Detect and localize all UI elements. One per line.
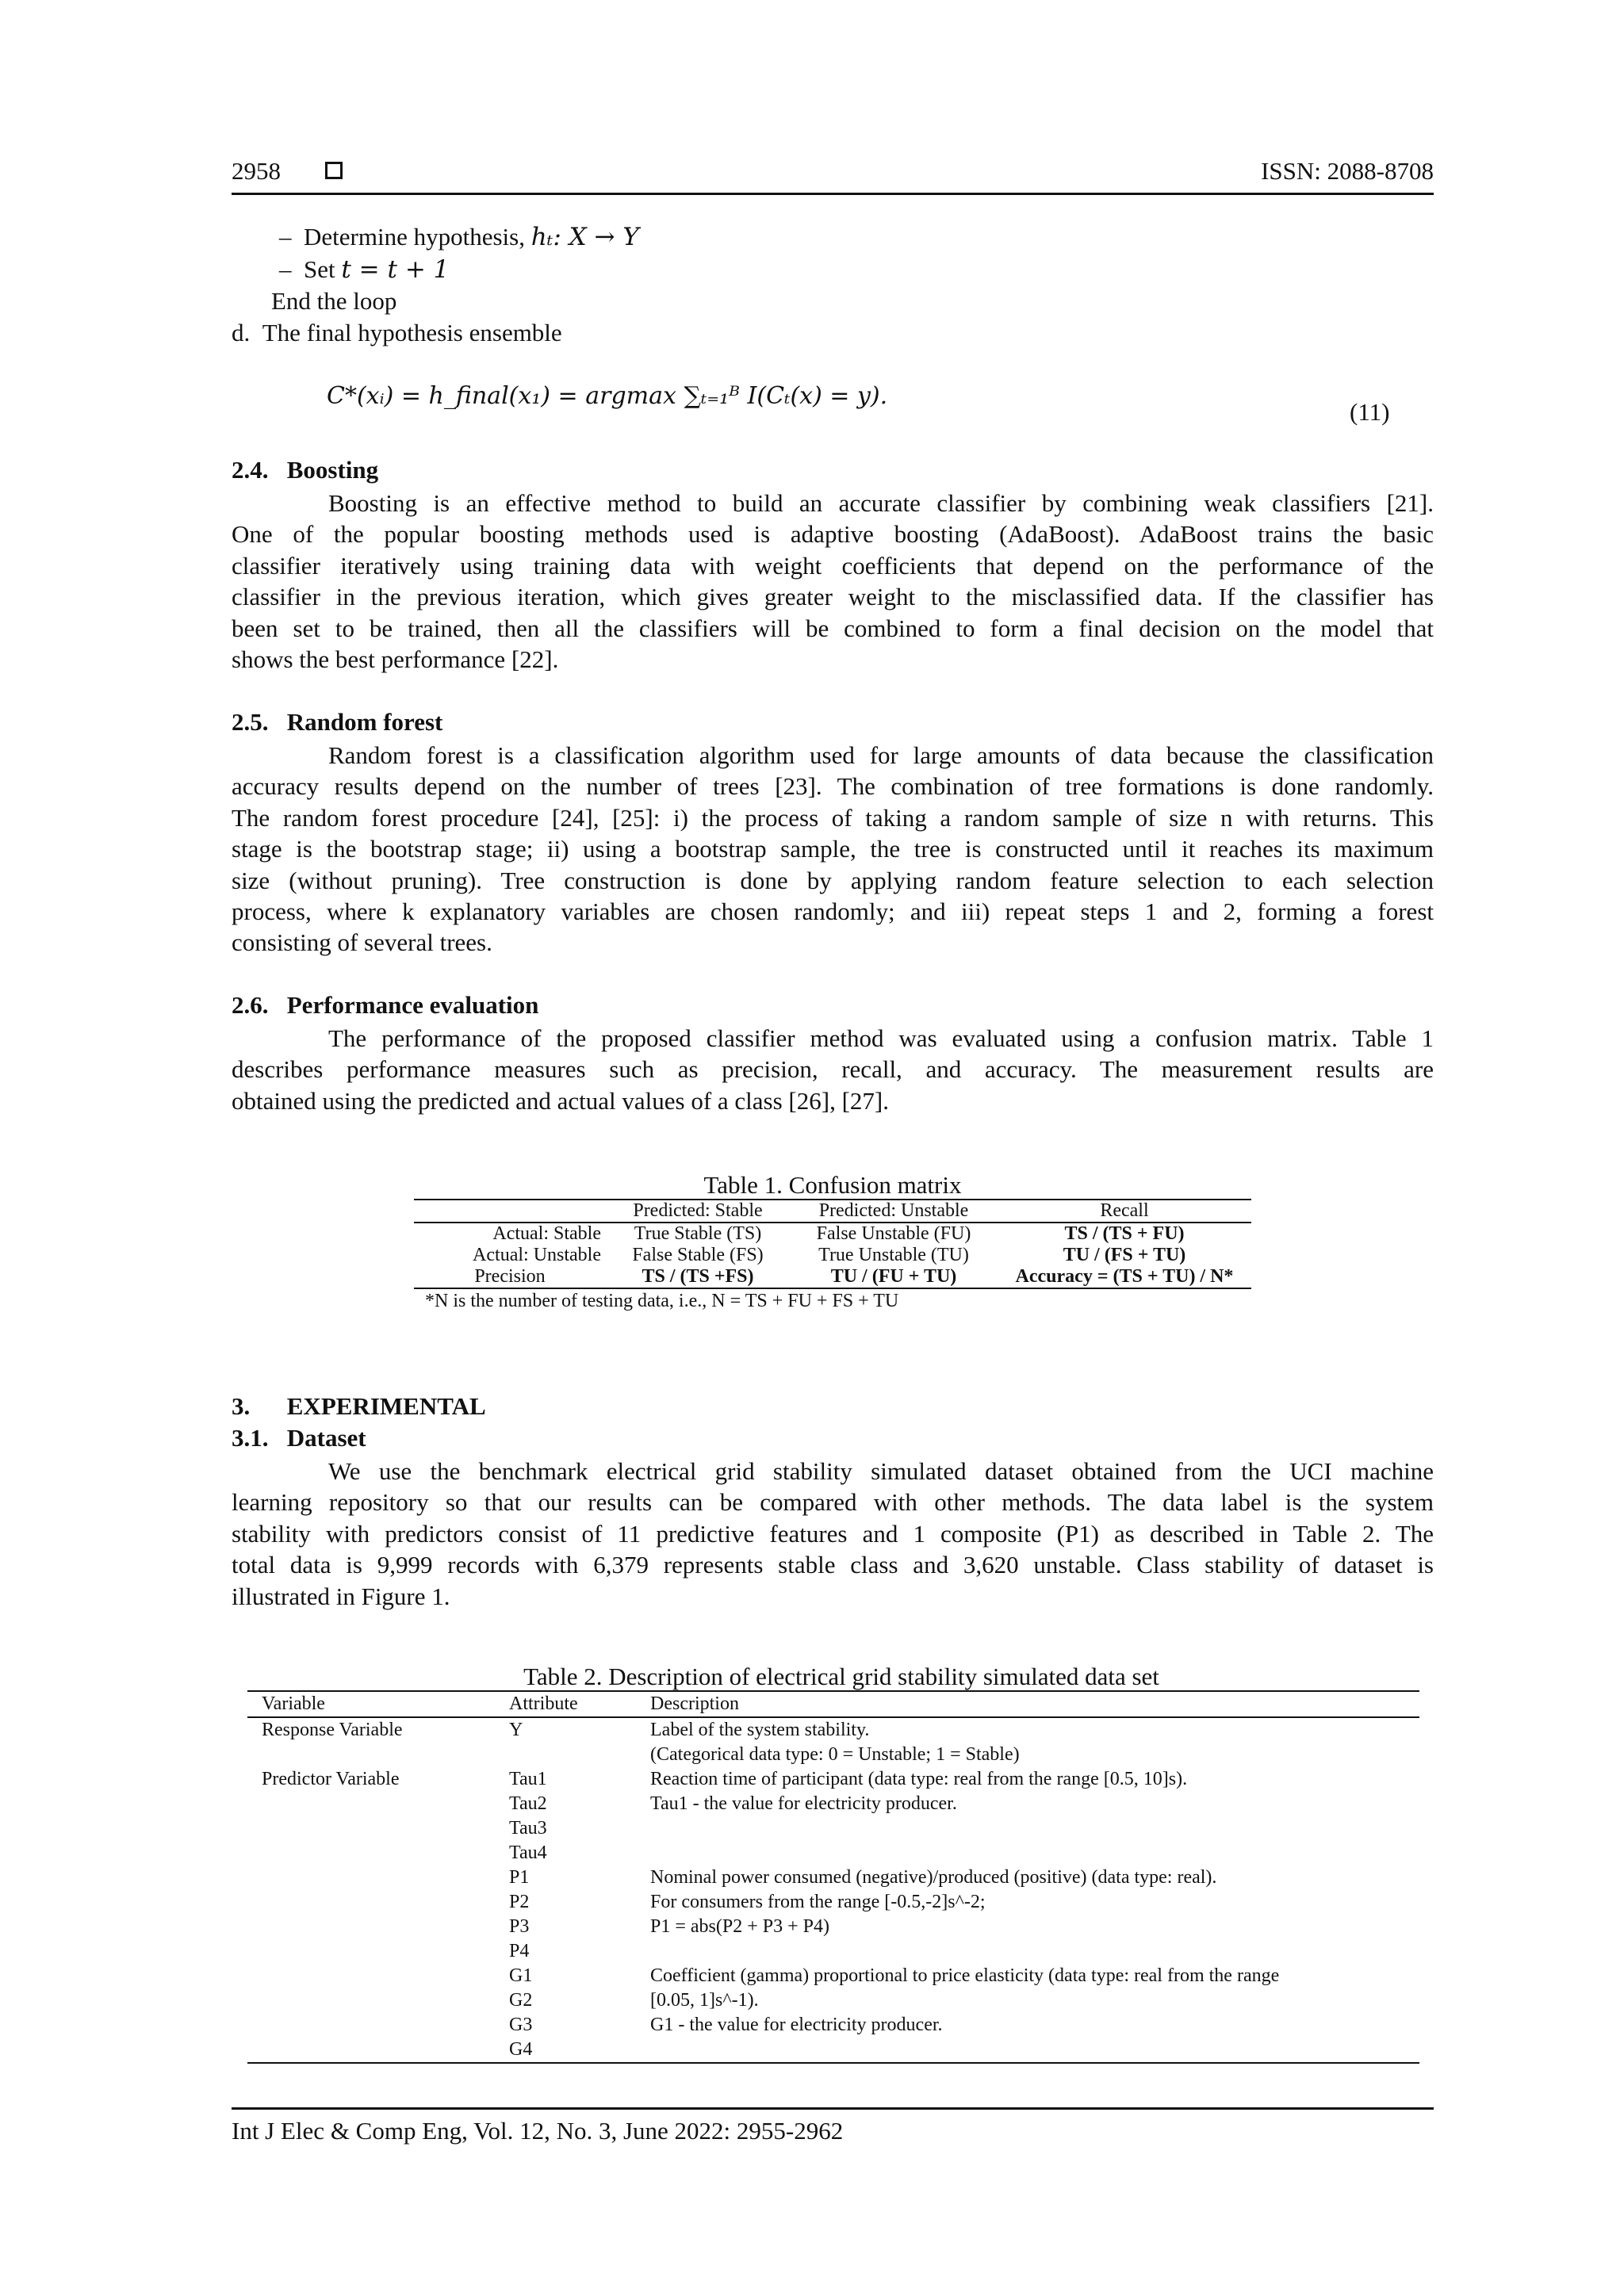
section-heading-2-4: 2.4. Boosting	[232, 456, 379, 484]
paragraph-line: illustrated in Figure 1.	[232, 1582, 450, 1610]
paragraph-line: Boosting is an effective method to build an accurate classifier by combining weak classifiers [21].	[328, 489, 1434, 517]
dash: –	[279, 255, 292, 283]
table-row: Response Variable Y Label of the system stability.	[262, 1720, 870, 1740]
checkbox-icon	[325, 162, 343, 183]
table-caption: Table 1. Confusion matrix	[703, 1171, 962, 1199]
paragraph-line: The performance of the proposed classifier method was evaluated using a confusion matrix. Table 1	[328, 1024, 1434, 1052]
paragraph-line: total data is 9,999 records with 6,379 represents stable class and 3,620 unstable. Class stability of dataset is	[232, 1551, 1434, 1579]
confusion-matrix	[414, 1200, 1251, 1289]
paragraph-line: Random forest is a classification algorithm used for large amounts of data because the classification	[328, 741, 1434, 769]
end-loop: End the loop	[271, 287, 397, 315]
paragraph-line: One of the popular boosting methods used is adaptive boosting (AdaBoost). AdaBoost trains the basic	[232, 520, 1434, 549]
table-2	[247, 1663, 1419, 2064]
section-2-6-body	[232, 1023, 1434, 1116]
table-row: P1 Nominal power consumed (negative)/produced (positive) (data type: real).	[509, 1867, 1217, 1888]
table-row: Predictor Variable Tau1 Reaction time of participant (data type: real from the range [0.5, 10]s).	[262, 1769, 1188, 1789]
table-row: P4	[509, 1941, 530, 1961]
paragraph-line: classifier in the previous iteration, which gives greater weight to the misclassified data. If the classifier has	[232, 583, 1434, 611]
table-caption: Table 2. Description of electrical grid stability simulated data set	[523, 1663, 1159, 1690]
dash: –	[279, 223, 292, 251]
header-cell: Recall	[1100, 1200, 1149, 1221]
header-cell: Predicted: Stable	[633, 1200, 763, 1221]
table-row: G2 [0.05, 1]s^-1).	[509, 1990, 759, 2011]
footer-citation: Int J Elec & Comp Eng, Vol. 12, No. 3, June 2022: 2955-2962	[232, 2117, 844, 2145]
paragraph-line: obtained using the predicted and actual values of a class [26], [27].	[232, 1086, 889, 1115]
algorithm-step-2: – Set t = t + 1	[279, 255, 450, 284]
header-cell: Predicted: Unstable	[818, 1200, 969, 1221]
step-d: d. The final hypothesis ensemble	[232, 319, 562, 346]
paragraph-line: classifier iteratively using training data with weight coefficients that depend on the performance of the	[232, 551, 1434, 580]
paragraph-line: The random forest procedure [24], [25]: i) the process of taking a random sample of size n with returns. This	[232, 803, 1434, 832]
description-table	[247, 1692, 1419, 2064]
paragraph-line: consisting of several trees.	[232, 928, 492, 957]
table-row: G1 Coefficient (gamma) proportional to price elasticity (data type: real from the range	[509, 1965, 1280, 1986]
header-cell	[414, 1200, 606, 1223]
section-heading-3: 3. EXPERIMENTAL	[232, 1392, 486, 1420]
equation-number: (11)	[1350, 398, 1390, 426]
paragraph-line: learning repository so that our results can be compared with other methods. The data label is the system	[232, 1488, 1434, 1517]
section-heading-2-6: 2.6. Performance evaluation	[232, 991, 539, 1019]
table-header-row	[247, 1692, 1419, 1717]
page-number: 2958	[232, 157, 281, 185]
section-heading-2-5: 2.5. Random forest	[232, 708, 443, 736]
table-row: Actual: Unstable False Stable (FS) True Unstable (TU) TU / (FS + TU)	[473, 1245, 1186, 1265]
table-row: G4	[247, 2038, 1419, 2063]
table-row: (Categorical data type: 0 = Unstable; 1 = Stable)	[650, 1744, 1020, 1765]
section-2-4-body	[232, 488, 1434, 675]
paragraph-line: describes performance measures such as precision, recall, and accuracy. The measurement results are	[232, 1055, 1434, 1084]
issn: ISSN: 2088-8708	[1261, 157, 1434, 185]
footer-rule	[232, 2107, 1434, 2110]
paragraph-line: stability with predictors consist of 11 predictive features and 1 composite (P1) as described in Table 2. The	[232, 1519, 1434, 1548]
equation-11: C*(xᵢ) = h_final(x₁) = argmax ∑ₜ₌₁ᴮ I(Cₜ(x) = y).	[327, 382, 888, 410]
table-row: G3 G1 - the value for electricity producer.	[509, 2015, 943, 2035]
paragraph-line: shows the best performance [22].	[232, 645, 559, 674]
table-row: Precision TS / (TS +FS) TU / (FU + TU) Accuracy = (TS + TU) / N*	[414, 1266, 1251, 1288]
section-2-5-body	[232, 740, 1434, 959]
table-footnote: *N is the number of testing data, i.e., N = TS + FU + FS + TU	[425, 1291, 899, 1311]
table-row: Tau2 Tau1 - the value for electricity producer.	[509, 1793, 957, 1814]
header-cell: Variable	[262, 1693, 325, 1714]
paragraph-line: size (without pruning). Tree construction is done by applying random feature selection to each selection	[232, 866, 1434, 894]
table-header-row	[414, 1200, 1251, 1223]
paragraph-line: process, where k explanatory variables are chosen randomly; and iii) repeat steps 1 and 2, forming a forest	[232, 897, 1434, 926]
table-row: P3 P1 = abs(P2 + P3 + P4)	[509, 1916, 829, 1937]
paragraph-line: been set to be trained, then all the classifiers will be combined to form a final decision on the model that	[232, 614, 1434, 642]
paragraph-line: stage is the bootstrap stage; ii) using a bootstrap sample, the tree is constructed until it reaches its maximum	[232, 835, 1434, 863]
header-cell: Attribute	[509, 1693, 578, 1714]
table-row: Tau3	[509, 1818, 547, 1839]
section-heading-3-1: 3.1. Dataset	[232, 1424, 366, 1452]
paragraph-line: We use the benchmark electrical grid stability simulated dataset obtained from the UCI machine	[328, 1457, 1434, 1485]
paragraph-line: accuracy results depend on the number of trees [23]. The combination of tree formations is done randomly.	[232, 772, 1434, 801]
header-cell: Description	[650, 1693, 739, 1714]
table-row: P2 For consumers from the range [-0.5,-2]s^-2;	[509, 1892, 986, 1912]
table-row: Actual: Stable True Stable (TS) False Unstable (FU) TS / (TS + FU)	[492, 1223, 1185, 1244]
header-rule	[232, 193, 1434, 195]
table-1	[414, 1172, 1251, 1312]
table-row: Tau4	[509, 1843, 547, 1863]
section-3-1-body	[232, 1456, 1434, 1612]
algorithm-step-1: – Determine hypothesis, hₜ: X → Y	[279, 223, 639, 251]
